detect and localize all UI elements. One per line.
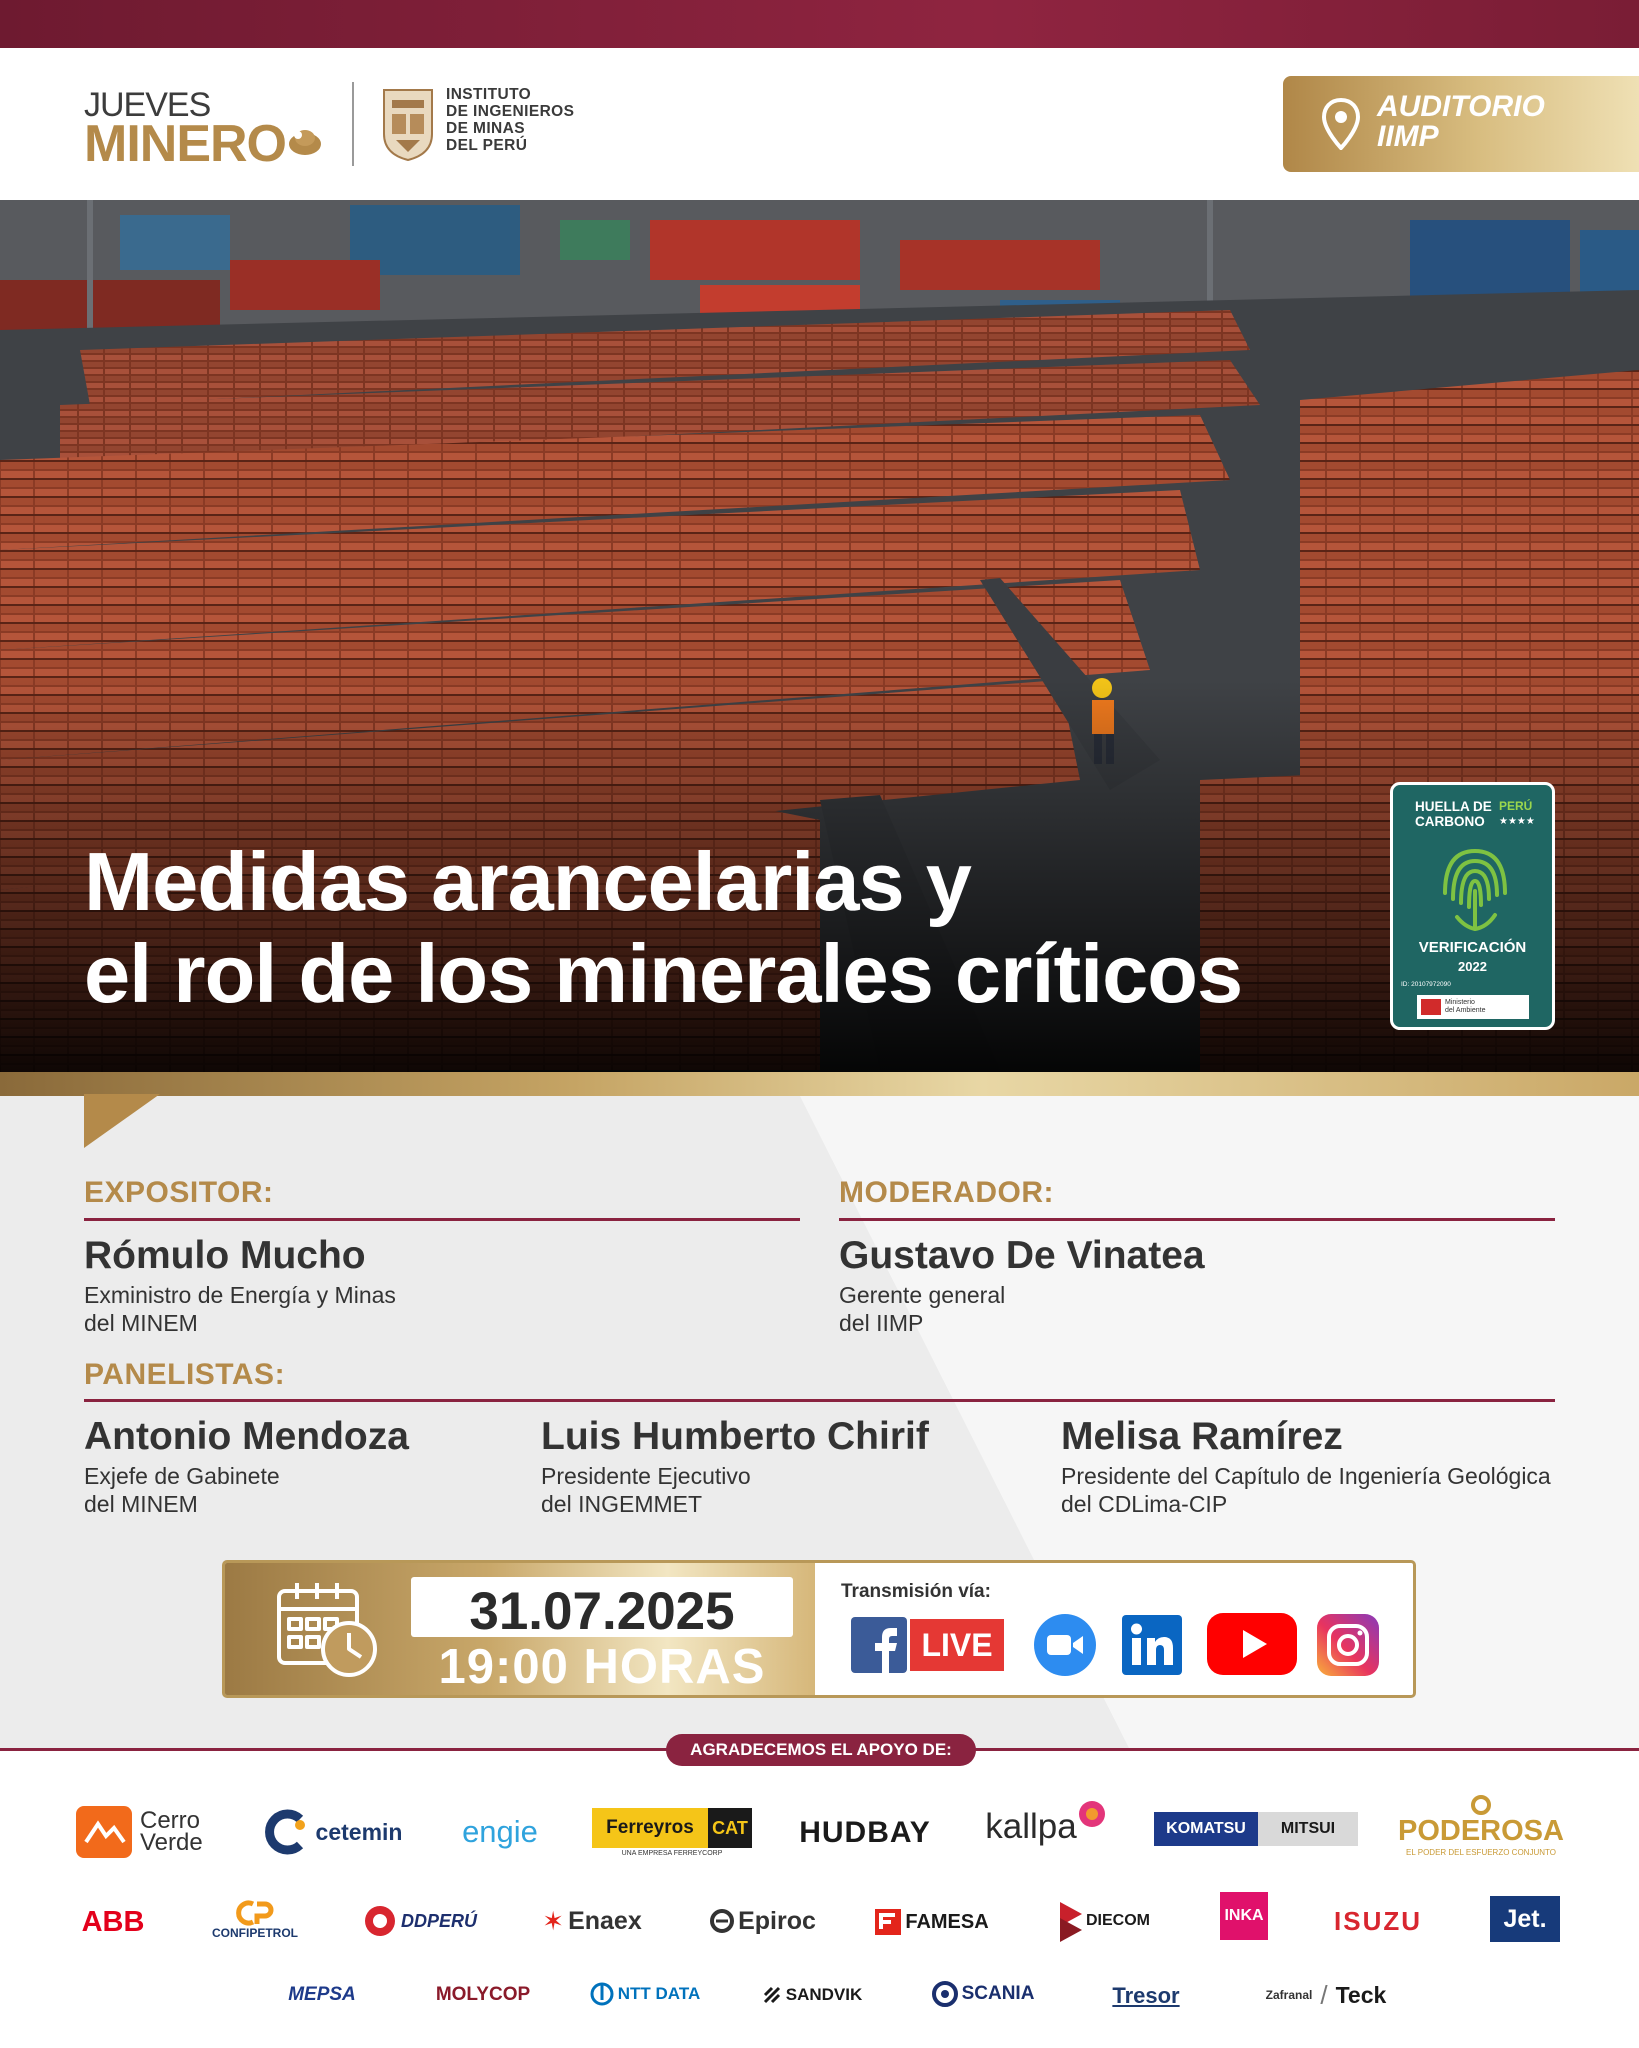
poderosa-icon [1471, 1795, 1491, 1815]
ferreyros-tagline: UNA EMPRESA FERREYCORP [621, 1849, 723, 1857]
badge-title [1415, 799, 1495, 829]
institute-line: DEL PERÚ [446, 137, 528, 154]
date-panel [225, 1563, 815, 1695]
gold-divider-band [0, 1072, 1639, 1096]
ministry-name [1445, 999, 1525, 1015]
sponsor-enaex[interactable] [534, 1898, 650, 1944]
venue-line: AUDITORIO [1377, 90, 1545, 123]
badge-title-line: CARBONO [1415, 814, 1485, 829]
badge-country-text: PERÚ [1499, 799, 1533, 813]
famesa-icon [875, 1909, 901, 1935]
iimp-crest-icon [380, 86, 436, 162]
sponsor-label: AGRADECEMOS EL APOYO DE: [666, 1734, 976, 1766]
role-line: del IIMP [839, 1310, 924, 1336]
epiroc-text: Epiroc [738, 1906, 816, 1935]
panelist-name: Melisa Ramírez [1061, 1415, 1343, 1458]
sponsor-hudbay[interactable]: HUDBAY [799, 1816, 931, 1849]
facebook-icon[interactable] [851, 1617, 907, 1673]
cetemin-icon [262, 1809, 308, 1855]
sponsor-sandvik[interactable] [754, 1978, 870, 2012]
panelistas-label: PANELISTAS: [84, 1358, 286, 1391]
sponsor-jet[interactable]: Jet. [1490, 1896, 1560, 1942]
institute-line: INSTITUTO [446, 86, 532, 103]
location-pin-icon [1321, 98, 1361, 150]
gold-notch [84, 1094, 164, 1148]
sponsor-engie[interactable]: engie [462, 1814, 538, 1849]
calendar-clock-icon [275, 1581, 381, 1681]
sponsor-isuzu[interactable]: ISUZU [1334, 1905, 1422, 1936]
venue-line: IIMP [1377, 120, 1439, 153]
ministry-logo [1417, 995, 1529, 1019]
sponsor-molycop[interactable]: MOLYCOP [435, 1984, 531, 2005]
kallpa-icon [1077, 1799, 1107, 1829]
famesa-text: FAMESA [905, 1910, 989, 1933]
role-line: Exjefe de Gabinete [84, 1463, 280, 1489]
moderador-name: Gustavo De Vinatea [839, 1234, 1205, 1277]
sponsor-famesa[interactable] [868, 1902, 996, 1942]
zoom-icon[interactable] [1033, 1613, 1097, 1677]
cerro-verde-icon [76, 1806, 132, 1858]
instagram-icon[interactable] [1317, 1614, 1379, 1676]
diecom-icon [1058, 1900, 1084, 1942]
role-line: del CDLima-CIP [1061, 1491, 1228, 1517]
role-line: Exministro de Energía y Minas [84, 1282, 396, 1308]
brand-bottom-text: MINERO [84, 115, 286, 173]
sponsor-cetemin[interactable] [252, 1806, 412, 1858]
expositor-label: EXPOSITOR: [84, 1176, 274, 1209]
carbon-footprint-badge [1390, 782, 1555, 1030]
event-time: 19:00 HORAS [438, 1640, 766, 1694]
expositor-name: Rómulo Mucho [84, 1234, 366, 1277]
ministry-line: Ministerio [1445, 999, 1475, 1006]
panelist-role [84, 1462, 280, 1518]
sponsor-ferreyros[interactable] [592, 1806, 752, 1858]
youtube-icon[interactable] [1207, 1613, 1297, 1675]
event-date: 31.07.2025 [469, 1582, 735, 1641]
badge-title-line: HUELLA DE [1415, 799, 1492, 814]
peru-flag-icon [1421, 999, 1441, 1015]
sponsor-tresor[interactable]: Tresor [1112, 1983, 1180, 2008]
sponsor-zafranal-teck[interactable] [1244, 1976, 1408, 2014]
ferreyros-text: Ferreyros [606, 1816, 694, 1838]
sponsor-ddperu[interactable] [360, 1898, 480, 1944]
cat-text: CAT [708, 1808, 752, 1848]
cerro-verde-text [140, 1807, 203, 1856]
event-title [84, 836, 1384, 1020]
confipetrol-text: CONFIPETROL [212, 1926, 298, 1940]
moderador-role [839, 1281, 1005, 1337]
title-line: Medidas arancelarias y [84, 835, 971, 928]
cerro-verde-line: Cerro [140, 1807, 201, 1834]
header-divider [352, 82, 354, 166]
live-badge[interactable]: LIVE [910, 1619, 1004, 1671]
panelist-name: Antonio Mendoza [84, 1415, 409, 1458]
sponsor-abb[interactable]: ABB [81, 1905, 145, 1938]
title-line: el rol de los minerales críticos [84, 927, 1243, 1020]
linkedin-icon[interactable] [1122, 1615, 1182, 1675]
role-line: del MINEM [84, 1491, 198, 1517]
expositor-rule [84, 1218, 800, 1221]
badge-id: ID: 20107972090 [1401, 981, 1451, 988]
institute-line: DE MINAS [446, 120, 525, 137]
panelist-name: Luis Humberto Chirif [541, 1415, 929, 1458]
venue-badge [1283, 76, 1639, 172]
transmission-label: Transmisión vía: [841, 1581, 991, 1602]
sponsor-ntt-data[interactable] [584, 1976, 706, 2012]
sponsor-komatsu-mitsui[interactable] [1154, 1812, 1358, 1846]
date-transmission-box [222, 1560, 1416, 1698]
confipetrol-icon [235, 1900, 275, 1926]
moderador-label: MODERADOR: [839, 1176, 1054, 1209]
enaex-text: Enaex [568, 1906, 642, 1935]
badge-stars: ★★★★ [1499, 816, 1535, 827]
ntt-data-icon [590, 1982, 614, 2006]
role-line: del INGEMMET [541, 1491, 703, 1517]
panelist-role [541, 1462, 751, 1518]
sandvik-text: SANDVIK [785, 1985, 863, 2004]
ddperu-icon [363, 1904, 397, 1938]
sandvik-icon [762, 1985, 782, 2005]
sponsor-inka[interactable]: INKA [1220, 1892, 1268, 1940]
poderosa-tagline: EL PODER DEL ESFUERZO CONJUNTO [1406, 1848, 1556, 1857]
expositor-role [84, 1281, 396, 1337]
scania-icon [932, 1981, 958, 2007]
ddperu-text: DDPERÚ [400, 1910, 477, 1931]
panelist-role [1061, 1462, 1551, 1518]
venue-text [1377, 92, 1617, 152]
role-line: del MINEM [84, 1310, 198, 1336]
badge-country [1499, 799, 1543, 829]
sponsor-diecom[interactable] [1050, 1896, 1158, 1946]
moderador-rule [839, 1218, 1555, 1221]
sponsor-epiroc[interactable] [704, 1898, 822, 1944]
epiroc-icon [710, 1909, 734, 1933]
institute-name [446, 86, 646, 154]
panelistas-rule [84, 1399, 1555, 1402]
fingerprint-icon [1431, 833, 1519, 937]
role-line: Presidente del Capítulo de Ingeniería Geológica [1061, 1463, 1551, 1489]
brand-top-text: JUEVES [84, 86, 211, 124]
institute-line: DE INGENIEROS [446, 103, 575, 120]
komatsu-text: KOMATSU [1154, 1812, 1258, 1846]
diecom-text: DIECOM [1086, 1912, 1150, 1929]
sponsor-mepsa[interactable]: MEPSA [288, 1984, 356, 2005]
mitsui-text: MITSUI [1258, 1812, 1358, 1846]
badge-year: 2022 [1458, 959, 1487, 974]
sponsor-poderosa[interactable] [1396, 1794, 1566, 1858]
cetemin-text: cetemin [315, 1818, 403, 1845]
kallpa-text: kallpa [985, 1807, 1077, 1846]
poderosa-text: PODEROSA [1398, 1815, 1564, 1847]
sponsor-cerro-verde[interactable] [76, 1804, 216, 1860]
teck-text: Teck [1335, 1981, 1387, 2008]
enaex-star-icon: ✶ [542, 1905, 565, 1936]
jueves-minero-logo[interactable] [84, 86, 324, 176]
cerro-verde-line: Verde [140, 1829, 203, 1856]
sponsor-kallpa[interactable] [976, 1796, 1116, 1858]
top-color-bar [0, 0, 1639, 48]
zafranal-text: Zafranal [1265, 1988, 1313, 2002]
miner-helmet-icon [286, 126, 324, 156]
role-line: Gerente general [839, 1282, 1006, 1308]
scania-text: SCANIA [961, 1983, 1035, 2004]
ferreyros-bar [592, 1808, 752, 1848]
badge-verification: VERIFICACIÓN [1418, 939, 1527, 956]
ntt-data-text: NTT DATA [617, 1984, 701, 2003]
sponsor-scania[interactable] [918, 1976, 1048, 2012]
date-pill [411, 1577, 793, 1641]
role-line: Presidente Ejecutivo [541, 1463, 751, 1489]
slash-separator: / [1320, 1979, 1328, 2010]
sponsor-confipetrol[interactable] [200, 1892, 310, 1948]
ministry-line: del Ambiente [1445, 1007, 1486, 1014]
